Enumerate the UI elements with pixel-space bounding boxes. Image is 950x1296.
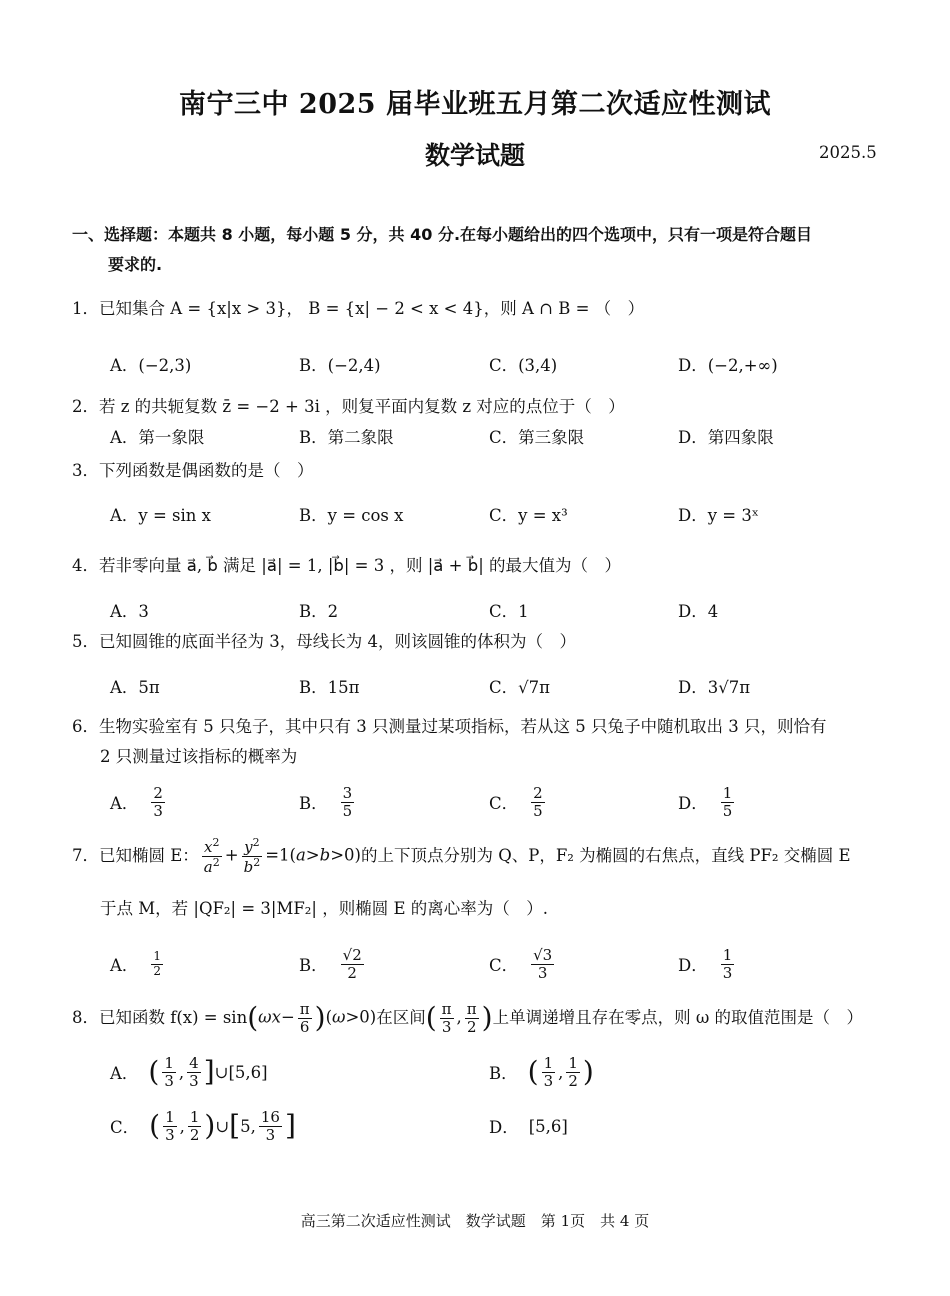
option-b[interactable]: B．(−2,4) [299, 356, 381, 375]
question-1-options [110, 342, 890, 386]
question-8 [72, 996, 892, 1040]
question-8-pre: 8．已知函数 f(x) = sin [72, 1008, 248, 1027]
option-b[interactable]: B．第二象限 [299, 428, 394, 447]
option-c[interactable]: C．y = x³ [489, 506, 568, 525]
question-4-options [110, 590, 890, 630]
option-b[interactable]: B． $\frac{√2}{2}$ [299, 946, 362, 982]
question-8-mid: 在区间 [376, 1008, 426, 1027]
option-a[interactable]: A． ( $\frac{1}{3}$ , $\frac{4}{3}$ ] ∪[5,6] [110, 1054, 268, 1090]
question-7-line-2: 于点 M，若 |QF₂| = 3|MF₂| ，则椭圆 E 的离心率为（ ）. [100, 899, 549, 918]
question-2-options [110, 416, 890, 456]
option-a[interactable]: A．(−2,3) [110, 356, 192, 375]
page-footer: 高三第二次适应性测试 数学试题 第 1页 共 4 页 [300, 1212, 650, 1230]
question-8-options-row-2 [110, 1102, 890, 1150]
option-d[interactable]: D． $\frac{1}{5}$ [678, 784, 733, 820]
option-c[interactable]: C．第三象限 [489, 428, 585, 447]
question-2: 2．若 z 的共轭复数 z̄ = −2 + 3i ，则复平面内复数 z 对应的点位于（ ） [72, 397, 625, 416]
question-7-options [110, 942, 890, 986]
ellipse-equation: $\frac{x^2}{a^2}$ + $\frac{y^2}{b^2}$ =1(a>b>0) [203, 836, 361, 876]
interval: ( $\frac{\pi}{3}$ , $\frac{\pi}{2}$ ) [425, 1000, 493, 1036]
function-argument: (ωx− $\frac{\pi}{6}$ )(ω>0) [247, 1000, 377, 1036]
question-8-post: 上单调递增且存在零点，则 ω 的取值范围是（ ） [492, 1008, 864, 1027]
option-d[interactable]: D．y = 3ˣ [678, 506, 759, 525]
option-b[interactable]: B．15π [299, 678, 360, 697]
question-7 [72, 834, 892, 924]
section-heading [72, 220, 892, 280]
question-6-line-2: 2 只测量过该指标的概率为 [100, 747, 298, 766]
question-3-options [110, 492, 890, 536]
section-line-1: 一、选择题：本题共 8 小题，每小题 5 分，共 40 分.在每小题给出的四个选项中，只有一项是符合题目 [72, 225, 813, 244]
question-4: 4．若非零向量 a⃗, b⃗ 满足 |a⃗| = 1, |b⃗| = 3 ，则 |a⃗ + b⃗| 的最大值为（ ） [72, 556, 621, 575]
option-d[interactable]: D．(−2,+∞) [678, 356, 778, 375]
option-c[interactable]: C． ( $\frac{1}{3}$ , $\frac{1}{2}$ ) ∪ [ 5, $\frac{16}{3}$ ] [110, 1108, 296, 1144]
option-a[interactable]: A．3 [110, 602, 149, 621]
option-d[interactable]: D．第四象限 [678, 428, 774, 447]
option-c[interactable]: C． $\frac{√3}{3}$ [489, 946, 553, 982]
option-d[interactable]: D．4 [678, 602, 719, 621]
option-b[interactable]: B．y = cos x [299, 506, 404, 525]
question-3: 3．下列函数是偶函数的是（ ） [72, 461, 314, 480]
option-a[interactable]: A．y = sin x [110, 506, 211, 525]
question-7-pre: 7．已知椭圆 E： [72, 846, 199, 865]
option-c[interactable]: C．(3,4) [489, 356, 558, 375]
option-c[interactable]: C．√7π [489, 678, 550, 697]
option-a[interactable]: A．第一象限 [110, 428, 205, 447]
option-d[interactable]: D．3√7π [678, 678, 751, 697]
question-5: 5．已知圆锥的底面半径为 3，母线长为 4，则该圆锥的体积为（ ） [72, 632, 576, 651]
option-c[interactable]: C．1 [489, 602, 529, 621]
question-6 [72, 712, 892, 772]
option-d[interactable]: D． [5,6] [489, 1116, 568, 1137]
section-line-2: 要求的. [108, 255, 163, 274]
exam-subtitle: 数学试题 [424, 141, 525, 170]
option-d[interactable]: D． $\frac{1}{3}$ [678, 946, 733, 982]
question-6-options [110, 780, 890, 824]
option-a[interactable]: A． $\frac{2}{3}$ [110, 784, 163, 820]
exam-date: 2025.5 [819, 143, 877, 162]
question-8-options-row-1 [110, 1048, 890, 1096]
option-c[interactable]: C． $\frac{2}{5}$ [489, 784, 543, 820]
question-5-options [110, 664, 890, 708]
question-6-line-1: 6．生物实验室有 5 只兔子，其中只有 3 只测量过某项指标，若从这 5 只兔子中随机取出 3 只，则恰有 [72, 717, 827, 736]
option-a[interactable]: A． $\frac{1}{2}$ [110, 949, 162, 978]
exam-title: 南宁三中 2025 届毕业班五月第二次适应性测试 [179, 89, 771, 120]
option-b[interactable]: B．2 [299, 602, 339, 621]
option-b[interactable]: B． $\frac{3}{5}$ [299, 784, 353, 820]
option-b[interactable]: B． ( $\frac{1}{3}$ , $\frac{1}{2}$ ) [489, 1054, 594, 1090]
question-7-post: 的上下顶点分别为 Q、P，F₂ 为椭圆的右焦点，直线 PF₂ 交椭圆 E [360, 846, 851, 865]
option-a[interactable]: A．5π [110, 678, 160, 697]
question-1: 1．已知集合 A = {x|x > 3}， B = {x| − 2 < x < 4}，则 A ∩ B = （ ） [72, 299, 645, 318]
